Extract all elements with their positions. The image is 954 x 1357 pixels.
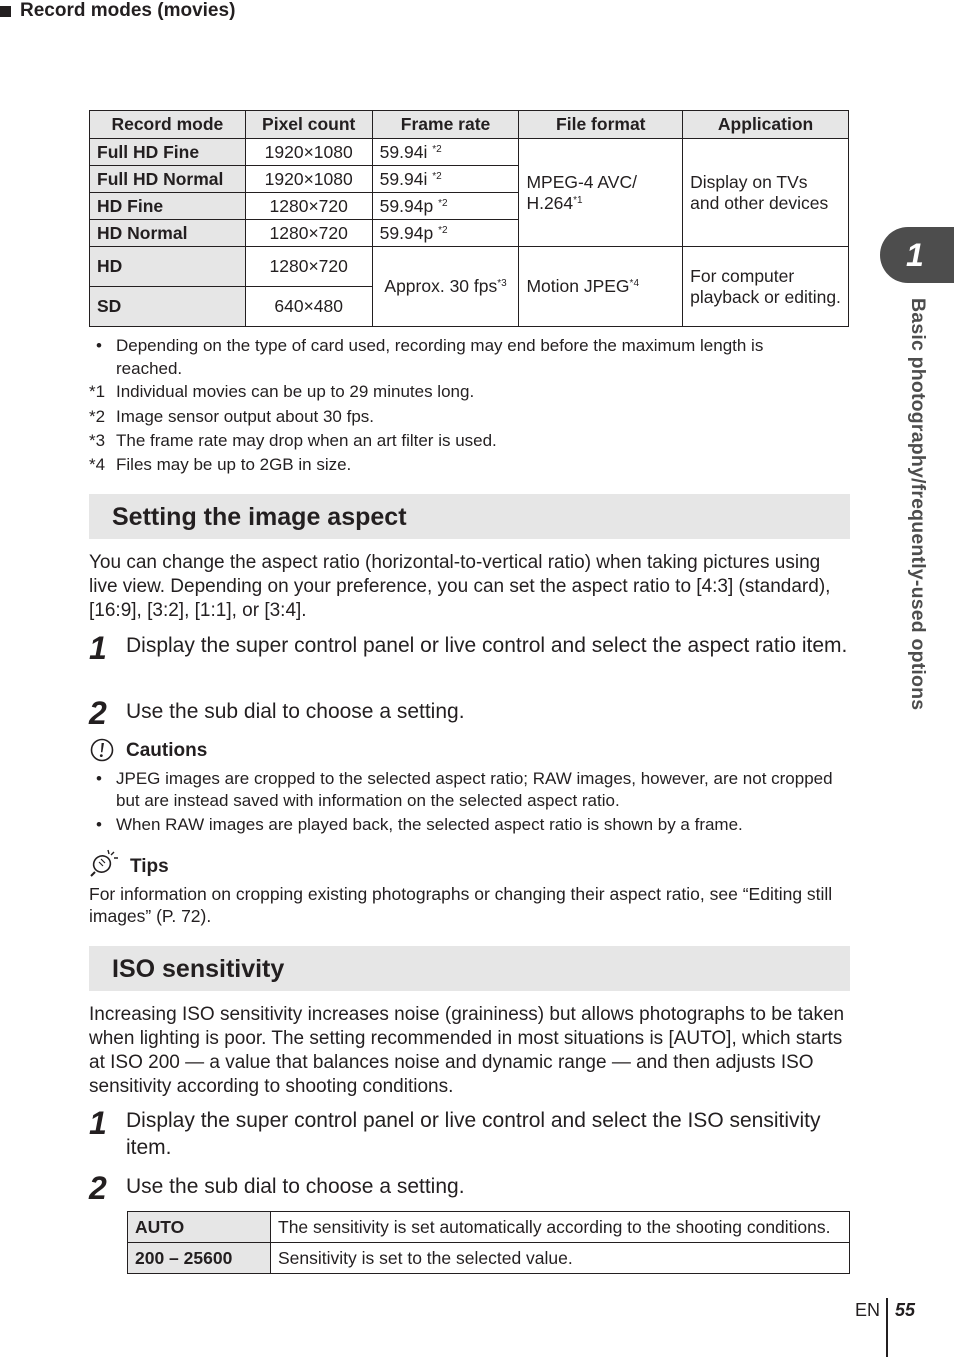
pixel-count-cell: 640×480 [245,287,372,327]
column-header: Frame rate [372,111,519,139]
pixel-count-cell: 1280×720 [245,193,372,220]
application-cell: Display on TVs and other devices [683,139,849,247]
note-item: *2 Image sensor output about 30 fps. [89,407,375,426]
pixel-count-cell: 1920×1080 [245,166,372,193]
option-key: AUTO [128,1212,271,1243]
footer-language: EN [855,1300,881,1320]
step-number: 1 [89,630,107,666]
tips-title: Tips [130,856,169,877]
record-modes-table [89,110,849,327]
pixel-count-cell: 1280×720 [245,220,372,247]
frame-rate-cell: Approx. 30 fps$^{*3}$ [372,247,519,327]
page-number: 55 [895,1300,916,1320]
option-desc: Sensitivity is set to the selected value. [271,1243,850,1274]
aspect-section-band [89,494,850,539]
record-mode-cell: SD [90,287,246,327]
record-mode-cell: HD Normal [90,220,246,247]
note-item: • Depending on the type of card used, recording may end before the maximum length is reached. [96,336,764,378]
step-text: Display the super control panel or live control and select the ISO sensitivity item. [126,1109,821,1159]
iso-intro: Increasing ISO sensitivity increases noise (graininess) but allows photographs to be taken when lighting is poor. The setting recommended in most situations is [AUTO], which starts at ISO 200 — a value that balances noise and dynamic range — and then adjusts ISO sensitivity according to shooting conditions. [89,1004,845,1097]
step-number: 2 [89,695,107,731]
table-row [128,1243,850,1274]
file-format-cell: Motion JPEG$^{*4}$ [519,247,683,327]
table-row [90,247,849,287]
chapter-number: 1 [906,237,924,273]
footer-divider [886,1298,888,1357]
table-row [128,1212,850,1243]
frame-rate-cell: 59.94p $^{*2}$ [372,193,519,220]
table-notes [89,334,829,478]
step-text: Use the sub dial to choose a setting. [126,700,465,723]
cautions-title: Cautions [126,740,208,761]
option-key: 200 – 25600 [128,1243,271,1274]
square-bullet-icon [0,6,11,17]
iso-section-band [89,946,850,991]
tips-text: For information on cropping existing photographs or changing their aspect ratio, see “Editing still images” (P. 72). [89,884,833,926]
caution-item: • When RAW images are played back, the selected aspect ratio is shown by a frame. [96,815,743,834]
column-header: Pixel count [245,111,372,139]
application-cell: For computer playback or editing. [683,247,849,327]
record-mode-cell: HD [90,247,246,287]
record-mode-cell: Full HD Normal [90,166,246,193]
aspect-intro: You can change the aspect ratio (horizontal-to-vertical ratio) when taking pictures using live view. Depending on your preference, you can set the aspect ratio to [4:3] (standard), [16:9], [3:2], [1:1], or [3:4]. [89,552,831,621]
table-row [90,139,849,166]
record-mode-cell: HD Fine [90,193,246,220]
chapter-tab [880,227,954,283]
step-text: Use the sub dial to choose a setting. [126,1175,465,1198]
option-desc: The sensitivity is set automatically according to the shooting conditions. [271,1212,850,1243]
chapter-side-label: Basic photography/frequently-used options [907,298,929,711]
table-header-row [90,111,849,139]
section-title: Setting the image aspect [112,503,407,531]
caution-item: • JPEG images are cropped to the selected aspect ratio; RAW images, however, are not cropped but are instead saved with information on the selected aspect ratio. [96,769,833,810]
iso-options-table [127,1211,850,1274]
frame-rate-cell: 59.94i $^{*2}$ [372,139,519,166]
step-number: 2 [89,1170,107,1206]
note-item: *4 Files may be up to 2GB in size. [89,455,352,474]
column-header: File format [519,111,683,139]
file-format-cell: MPEG-4 AVC/ H.264$^{*1}$ [519,139,683,247]
column-header: Record mode [90,111,246,139]
section-title: ISO sensitivity [112,955,285,983]
pixel-count-cell: 1920×1080 [245,139,372,166]
step-text: Display the super control panel or live control and select the aspect ratio item. [126,634,848,657]
step-number: 1 [89,1105,107,1141]
pixel-count-cell: 1280×720 [245,247,372,287]
note-item: *1 Individual movies can be up to 29 minutes long. [89,382,475,401]
column-header: Application [683,111,849,139]
frame-rate-cell: 59.94p $^{*2}$ [372,220,519,247]
note-item: *3 The frame rate may drop when an art filter is used. [89,431,497,450]
tips-lightbulb-icon [88,846,124,878]
frame-rate-cell: 59.94i $^{*2}$ [372,166,519,193]
caution-icon [90,738,114,762]
record-modes-heading: Record modes (movies) [0,0,954,22]
record-mode-cell: Full HD Fine [90,139,246,166]
